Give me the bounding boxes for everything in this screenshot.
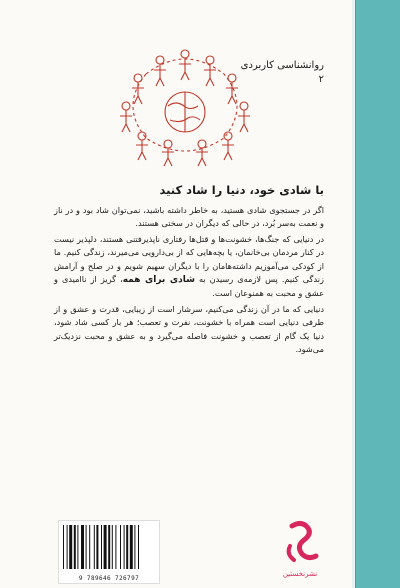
headline: با شادی خود، دنیا را شاد کنید bbox=[159, 183, 324, 197]
globe-circle-illustration bbox=[110, 40, 260, 170]
paragraph-3 bbox=[54, 303, 324, 357]
barcode-bar bbox=[134, 525, 135, 569]
barcode-bar bbox=[124, 525, 125, 569]
paragraph-2-lead: در دنیایی که جنگ‌ها، خشونت‌ها و قتل‌ها رفتاری ناپذیرفتنی هستند، دلپذیر نیست در کنار مردمان بی‌خانمان، یا بچه‌هایی که از بی‌دارویی می‌میرند، زندگی کنیم. ما از کودکی می‌آموزیم داشته‌هامان را با دیگران سهیم شویم و در صلح و آرامش زندگی کنیم. پس لازمه‌ی رسیدن به bbox=[54, 233, 324, 285]
paragraph-3-text: دنیایی که ما در آن زندگی می‌کنیم، سرشار است از زیبایی، قدرت و عشق و از طرفی دنیایی است همراه با خشونت، نفرت و تعصب؛ هر بار کسی شاد شود، دنیا یک گام از تعصب و خشونت فاصله می‌گیرد و به عشق و محبت نزدیک‌تر می‌شود. bbox=[54, 303, 324, 355]
series-number: ۲ bbox=[318, 74, 324, 85]
barcode-bar bbox=[96, 525, 98, 569]
paragraph-2-emphasis: شادی برای همه bbox=[122, 275, 195, 286]
barcode-digits: 9 789646 726797 bbox=[78, 575, 140, 582]
series-title: روانشناسی کاربردی bbox=[240, 60, 324, 71]
barcode-bar bbox=[104, 525, 107, 569]
barcode-bar bbox=[63, 525, 64, 569]
barcode-bar bbox=[126, 525, 128, 569]
barcode-bar bbox=[112, 525, 113, 569]
barcode-bar bbox=[108, 525, 110, 569]
barcode-bar bbox=[138, 525, 139, 569]
publisher-logo-icon bbox=[280, 520, 320, 564]
spine bbox=[355, 0, 400, 588]
barcode-bar bbox=[94, 525, 95, 569]
barcode-bar bbox=[67, 525, 68, 569]
barcode-bar bbox=[120, 525, 121, 569]
barcode-bar bbox=[69, 525, 72, 569]
back-cover-text bbox=[54, 204, 324, 358]
paragraph-2-tail: ، گریز از ناامیدی و عشق و محبت به همنوعان است. bbox=[54, 274, 324, 299]
barcode-bar bbox=[101, 525, 102, 569]
paragraph-1 bbox=[54, 204, 324, 231]
barcode-bar bbox=[89, 525, 90, 569]
publisher-logo bbox=[280, 520, 320, 580]
barcode-bar bbox=[115, 525, 116, 569]
barcode-bars bbox=[59, 521, 159, 573]
publisher-name: نشرنخستین bbox=[282, 570, 318, 578]
barcode-bar bbox=[130, 525, 133, 569]
paragraph-2 bbox=[54, 233, 324, 301]
barcode-bar bbox=[86, 525, 87, 569]
paragraph-1-text: اگر در جستجوی شادی هستید، به خاطر داشته باشید، نمی‌توان شاد بود و در ناز و نعمت به‌سر بُرد، در حالی که دیگران در سختی هستند. bbox=[54, 205, 324, 229]
barcode-bar bbox=[81, 525, 84, 569]
isbn-barcode bbox=[58, 520, 160, 584]
barcode-bar bbox=[74, 525, 76, 569]
globe-circle-icon bbox=[110, 40, 260, 170]
barcode-bar bbox=[77, 525, 78, 569]
